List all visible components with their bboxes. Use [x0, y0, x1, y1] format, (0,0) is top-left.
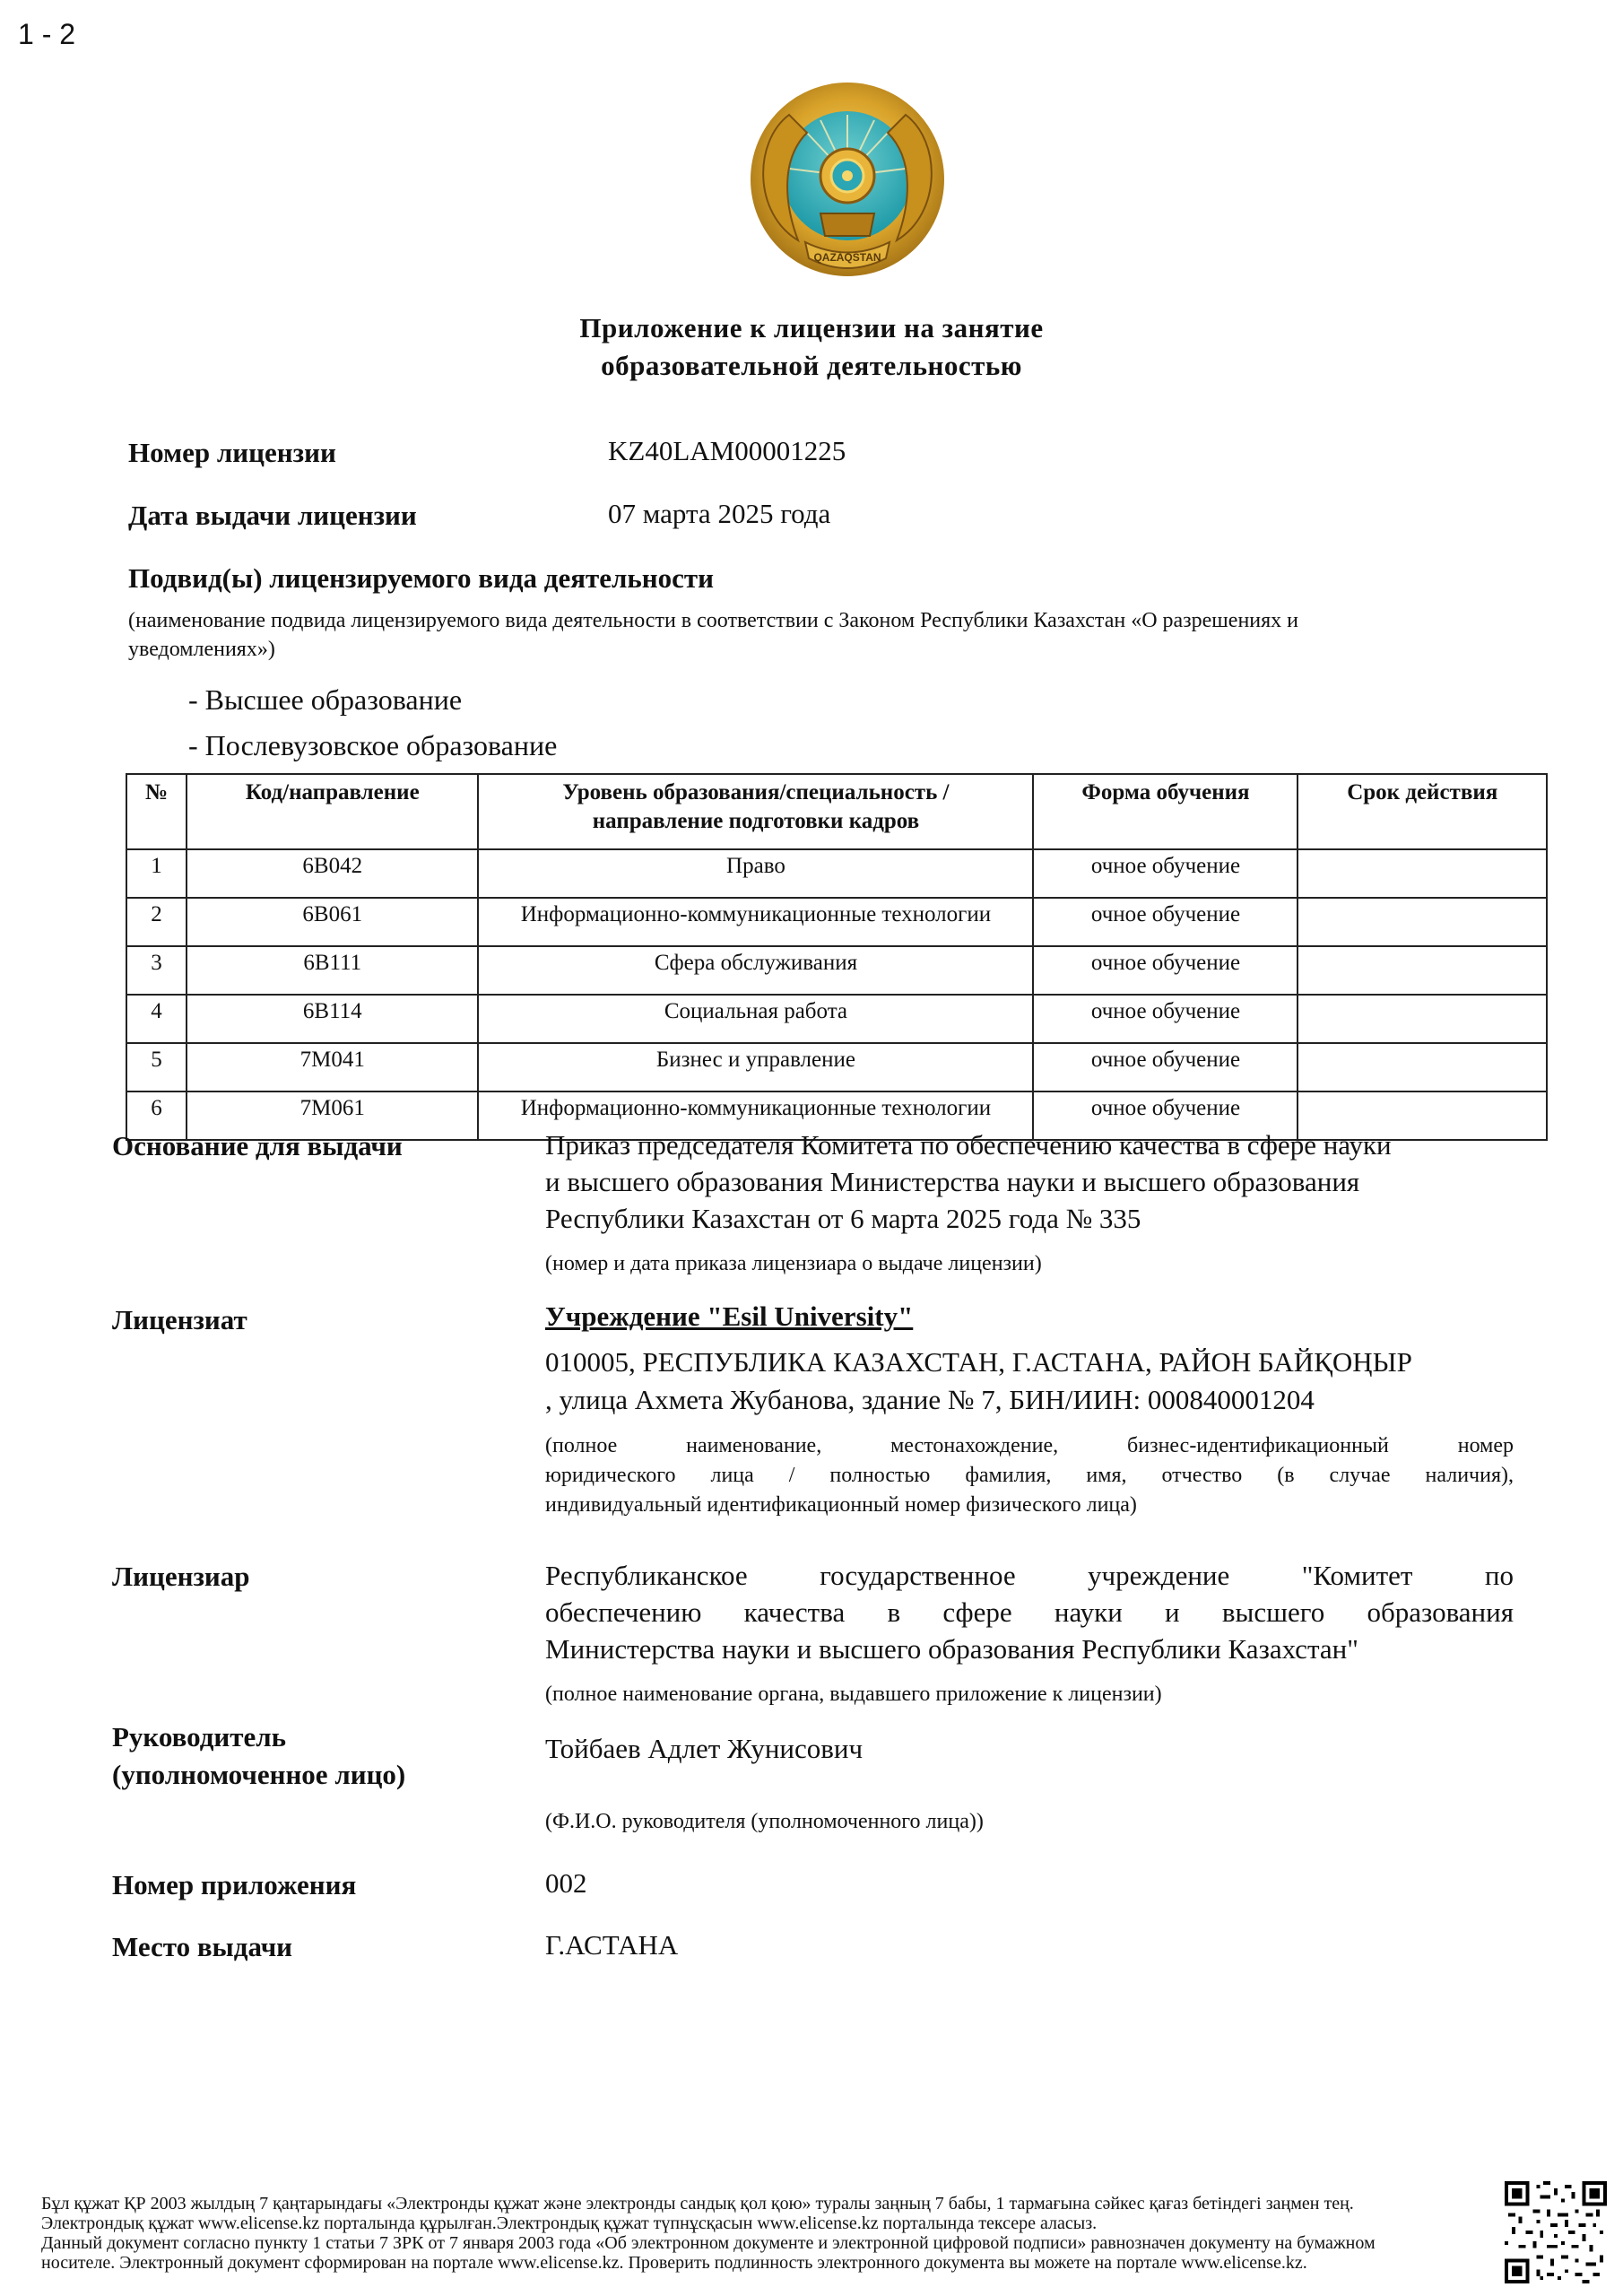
row-form: очное обучение	[1033, 1091, 1298, 1140]
footer-legal-note	[41, 2194, 1494, 2273]
row-code: 7M061	[187, 1091, 478, 1140]
appendix-number-value: 002	[545, 1867, 587, 1899]
basis-line-2: и высшего образования Министерства науки и высшего образования	[545, 1166, 1360, 1197]
title-line-2: образовательной деятельностью	[601, 350, 1022, 381]
head-note: (Ф.И.О. руководителя (уполномоченного лица))	[545, 1810, 984, 1833]
licensee-note-2: юридического лица / полностью фамилия, имя, отчество (в случае наличия),	[545, 1464, 1514, 1487]
row-code: 6B111	[187, 946, 478, 995]
header-level	[478, 774, 1033, 849]
row-term	[1298, 898, 1547, 946]
footer-line-4: носителе. Электронный документ сформирован на портале www.elicense.kz. Проверить подлинность электронного документа вы можете на портале www.elicense.kz.	[41, 2253, 1307, 2273]
head-label	[112, 1718, 405, 1794]
issue-date-value: 07 марта 2025 года	[608, 498, 831, 529]
basis-note: (номер и дата приказа лицензиара о выдаче лицензии)	[545, 1252, 1042, 1275]
subtypes-note-1: (наименование подвида лицензируемого вида деятельности в соответствии с Законом Республики Казахстан «О разрешениях и	[128, 609, 1299, 632]
qr-code-icon	[1505, 2181, 1607, 2283]
row-number: 6	[126, 1091, 187, 1140]
header-term: Срок действия	[1298, 774, 1547, 849]
row-term	[1298, 995, 1547, 1043]
subtype-item-higher: - Высшее образование	[188, 683, 463, 716]
row-form: очное обучение	[1033, 849, 1298, 898]
licensee-note-3: индивидуальный идентификационный номер физического лица)	[545, 1493, 1137, 1517]
licensor-line-3: Министерства науки и высшего образования Республики Казахстан"	[545, 1633, 1358, 1665]
footer-line-3: Данный документ согласно пункту 1 статьи 7 ЗРК от 7 января 2003 года «Об электронном документе и электронной цифровой подписи» равнозначен документу на бумажном	[41, 2233, 1376, 2253]
licensor-label: Лицензиар	[112, 1561, 250, 1592]
licensee-block	[545, 1300, 1514, 1520]
footer-line-2: Электрондық құжат www.elicense.kz порталында құрылған.Электрондық құжат түпнұсқасын www.elicense.kz порталында тексере аласыз.	[41, 2213, 1098, 2233]
basis-line-1: Приказ председателя Комитета по обеспечению качества в сфере науки	[545, 1129, 1392, 1161]
table-row	[126, 898, 1547, 946]
row-specialty: Право	[478, 849, 1033, 898]
header-code: Код/направление	[187, 774, 478, 849]
license-number-label: Номер лицензии	[128, 437, 336, 468]
row-number: 1	[126, 849, 187, 898]
row-term	[1298, 849, 1547, 898]
header-number: №	[126, 774, 187, 849]
row-form: очное обучение	[1033, 898, 1298, 946]
row-number: 4	[126, 995, 187, 1043]
table-row	[126, 1043, 1547, 1091]
row-code: 7M041	[187, 1043, 478, 1091]
title-line-1: Приложение к лицензии на занятие	[579, 312, 1044, 344]
head-name: Тойбаев Адлет Жунисович	[545, 1733, 864, 1764]
row-number: 3	[126, 946, 187, 995]
subtypes-label: Подвид(ы) лицензируемого вида деятельности	[128, 562, 714, 594]
license-number-value: KZ40LAM00001225	[608, 435, 846, 466]
place-label: Место выдачи	[112, 1931, 293, 1962]
header-form: Форма обучения	[1033, 774, 1298, 849]
document-title	[0, 309, 1623, 385]
row-specialty: Сфера обслуживания	[478, 946, 1033, 995]
header-level-line-2: направление подготовки кадров	[592, 809, 920, 833]
licensor-block	[545, 1557, 1514, 1709]
row-form: очное обучение	[1033, 946, 1298, 995]
row-specialty: Информационно-коммуникационные технологии	[478, 898, 1033, 946]
row-term	[1298, 946, 1547, 995]
row-form: очное обучение	[1033, 1043, 1298, 1091]
footer-line-1: Бұл құжат ҚР 2003 жылдың 7 қаңтарындағы «Электронды құжат және электронды сандық қол қою» туралы заңның 7 бабы, 1 тармағына сәйкес қағаз бетіндегі заңмен тең.	[41, 2194, 1354, 2213]
emblem-caption: QAZAQSTAN	[813, 251, 881, 264]
licensee-label: Лицензиат	[112, 1304, 247, 1335]
row-specialty: Информационно-коммуникационные технологии	[478, 1091, 1033, 1140]
basis-label: Основание для выдачи	[112, 1130, 403, 1161]
head-label-line-2: (уполномоченное лицо)	[112, 1759, 406, 1790]
basis-text	[545, 1126, 1514, 1278]
subtypes-note-2: уведомлениях»)	[128, 638, 275, 661]
state-emblem-icon	[735, 79, 959, 287]
page-number: 1 - 2	[18, 18, 76, 50]
licensee-note-1: (полное наименование, местонахождение, бизнес-идентификационный номер	[545, 1434, 1514, 1457]
row-number: 2	[126, 898, 187, 946]
header-level-line-1: Уровень образования/специальность /	[562, 780, 950, 804]
row-specialty: Бизнес и управление	[478, 1043, 1033, 1091]
appendix-number-label: Номер приложения	[112, 1869, 357, 1900]
row-code: 6B114	[187, 995, 478, 1043]
licensee-name: Учреждение "Esil University"	[545, 1300, 914, 1332]
table-row	[126, 849, 1547, 898]
licensor-note: (полное наименование органа, выдавшего приложение к лицензии)	[545, 1683, 1162, 1706]
head-label-line-1: Руководитель	[112, 1721, 287, 1752]
table-row	[126, 946, 1547, 995]
licensee-address-1: 010005, РЕСПУБЛИКА КАЗАХСТАН, Г.АСТАНА, РАЙОН БАЙҚОҢЫР	[545, 1346, 1412, 1378]
subtype-item-postgraduate: - Послевузовское образование	[188, 729, 558, 761]
licensor-line-2: обеспечению качества в сфере науки и высшего образования	[545, 1596, 1514, 1628]
licensor-line-1: Республиканское государственное учреждение "Комитет по	[545, 1560, 1514, 1591]
row-number: 5	[126, 1043, 187, 1091]
row-form: очное обучение	[1033, 995, 1298, 1043]
table-header-row	[126, 774, 1547, 849]
basis-line-3: Республики Казахстан от 6 марта 2025 года № 335	[545, 1203, 1141, 1234]
issue-date-label: Дата выдачи лицензии	[128, 500, 417, 531]
table-row	[126, 995, 1547, 1043]
row-code: 6B042	[187, 849, 478, 898]
row-specialty: Социальная работа	[478, 995, 1033, 1043]
licensee-address-2: , улица Ахмета Жубанова, здание № 7, БИН/ИИН: 000840001204	[545, 1384, 1315, 1415]
place-value: Г.АСТАНА	[545, 1929, 679, 1961]
row-term	[1298, 1043, 1547, 1091]
specialties-table	[126, 773, 1548, 1141]
row-code: 6B061	[187, 898, 478, 946]
